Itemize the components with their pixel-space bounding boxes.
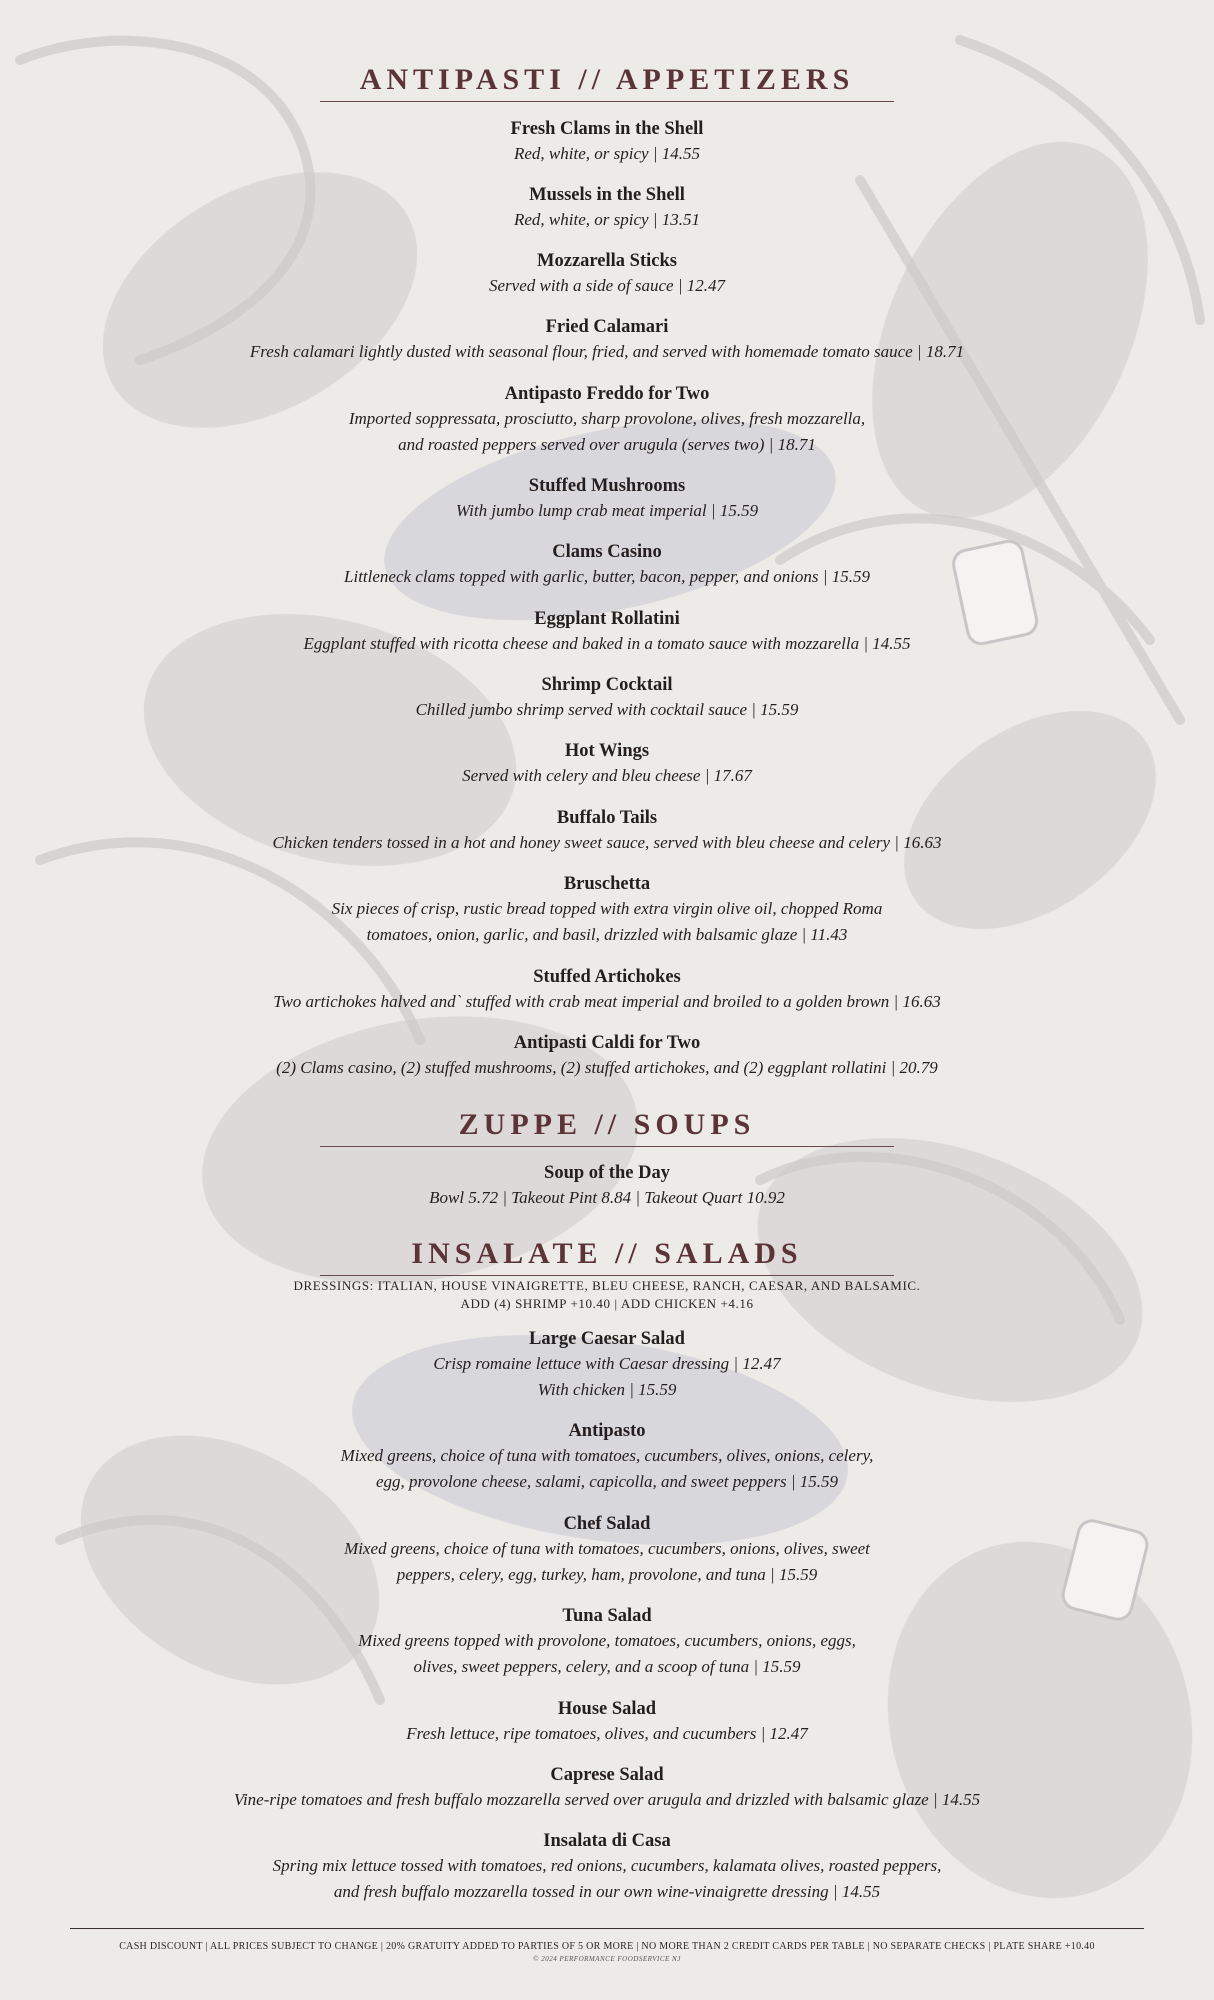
item-description: Six pieces of crisp, rustic bread topped with extra virgin olive oil, chopped Roma tomatoes, onion, garlic, and basil, drizzled with balsamic glaze | 11.43 [331, 899, 883, 944]
menu-item-mussels [120, 183, 1094, 233]
item-name: Hot Wings [564, 741, 650, 761]
menu-item-chef-salad [120, 1512, 1094, 1588]
soups-section-header [320, 1106, 894, 1147]
item-description: (2) Clams casino, (2) stuffed mushrooms, (2) stuffed artichokes, and (2) eggplant rollatini | 20.79 [276, 1058, 938, 1077]
menu-item-antipasto-salad [120, 1419, 1094, 1495]
menu-item-insalata-di-casa [120, 1829, 1094, 1905]
item-name: Chef Salad [563, 1514, 651, 1534]
menu-item-tuna-salad [120, 1604, 1094, 1680]
item-name: Antipasti Caldi for Two [513, 1033, 701, 1053]
item-description: Two artichokes halved and` stuffed with crab meat imperial and broiled to a golden brown | 16.63 [273, 992, 941, 1011]
dressings-list: DRESSINGS: ITALIAN, HOUSE VINAIGRETTE, BLEU CHEESE, RANCH, CAESAR, AND BALSAMIC. [293, 1278, 921, 1293]
item-description: With jumbo lump crab meat imperial | 15.59 [455, 501, 759, 520]
item-name: Eggplant Rollatini [534, 609, 680, 629]
item-description: Chicken tenders tossed in a hot and honey sweet sauce, served with bleu cheese and celery | 16.63 [272, 833, 942, 852]
appetizers-section-title: ANTIPASTI // APPETIZERS [359, 63, 855, 96]
menu-item-soup-of-the-day [120, 1161, 1094, 1211]
menu-item-caprese-salad [120, 1763, 1094, 1813]
menu-item-fresh-clams [120, 117, 1094, 167]
menu-item-mozzarella-sticks [120, 249, 1094, 299]
item-description: Chilled jumbo shrimp served with cocktail sauce | 15.59 [415, 700, 799, 719]
item-description: Crisp romaine lettuce with Caesar dressing | 12.47 With chicken | 15.59 [433, 1354, 781, 1399]
menu-item-house-salad [120, 1697, 1094, 1747]
item-name: Stuffed Artichokes [533, 967, 681, 987]
item-name: Shrimp Cocktail [541, 675, 673, 695]
item-name: Insalata di Casa [543, 1831, 671, 1851]
menu-item-shrimp-cocktail [120, 673, 1094, 723]
menu-item-clams-casino [120, 540, 1094, 590]
item-name: Large Caesar Salad [529, 1329, 685, 1349]
item-name: Fried Calamari [545, 317, 669, 337]
footer-credit: © 2024 PERFORMANCE FOODSERVICE NJ [533, 1955, 681, 1963]
item-description: Littleneck clams topped with garlic, butter, bacon, pepper, and onions | 15.59 [344, 567, 870, 586]
section-divider [320, 1275, 894, 1276]
menu-item-stuffed-mushrooms [120, 474, 1094, 524]
item-name: Buffalo Tails [556, 808, 658, 828]
item-description: Eggplant stuffed with ricotta cheese and baked in a tomato sauce with mozzarella | 14.55 [303, 634, 911, 653]
item-name: Bruschetta [563, 874, 651, 894]
soups-section-title: ZUPPE // SOUPS [458, 1108, 756, 1141]
salads-section-title: INSALATE // SALADS [411, 1237, 803, 1270]
item-name: Antipasto Freddo for Two [504, 384, 710, 404]
menu-item-hot-wings [120, 739, 1094, 789]
item-name: Clams Casino [552, 542, 662, 562]
item-description: Vine-ripe tomatoes and fresh buffalo mozzarella served over arugula and drizzled with balsamic glaze | 14.55 [233, 1790, 981, 1809]
menu-item-bruschetta [120, 872, 1094, 948]
item-name: Fresh Clams in the Shell [510, 119, 704, 139]
item-description: Bowl 5.72 | Takeout Pint 8.84 | Takeout Quart 10.92 [429, 1188, 785, 1207]
item-name: Tuna Salad [562, 1606, 652, 1626]
item-description: Fresh lettuce, ripe tomatoes, olives, and cucumbers | 12.47 [406, 1724, 808, 1743]
item-name: Soup of the Day [544, 1163, 670, 1183]
appetizers-section-header [320, 61, 894, 102]
item-description: Mixed greens, choice of tuna with tomatoes, cucumbers, olives, onions, celery, egg, provolone cheese, salami, capicolla, and sweet peppers | 15.59 [340, 1446, 874, 1491]
section-divider [320, 101, 894, 102]
item-description: Mixed greens topped with provolone, tomatoes, cucumbers, onions, eggs, olives, sweet peppers, celery, and a scoop of tuna | 15.59 [358, 1631, 856, 1676]
item-name: House Salad [557, 1699, 657, 1719]
menu-item-antipasti-caldi [120, 1031, 1094, 1081]
item-description: Mixed greens, choice of tuna with tomatoes, cucumbers, onions, olives, sweet peppers, celery, egg, turkey, ham, provolone, and tuna | 15.59 [344, 1539, 870, 1584]
item-description: Red, white, or spicy | 14.55 [514, 144, 700, 163]
item-description: Fresh calamari lightly dusted with seasonal flour, fried, and served with homemade tomato sauce | 18.71 [249, 342, 965, 361]
item-name: Mozzarella Sticks [537, 251, 677, 271]
item-name: Mussels in the Shell [529, 185, 685, 205]
menu-item-eggplant-rollatini [120, 607, 1094, 657]
section-divider [320, 1146, 894, 1147]
item-name: Antipasto [568, 1421, 646, 1441]
item-name: Caprese Salad [550, 1765, 664, 1785]
footer-divider [70, 1928, 1144, 1929]
item-description: Red, white, or spicy | 13.51 [514, 210, 700, 229]
menu-item-stuffed-artichokes [120, 965, 1094, 1015]
salad-addons: ADD (4) SHRIMP +10.40 | ADD CHICKEN +4.16 [460, 1296, 754, 1311]
menu-item-large-caesar-salad [120, 1327, 1094, 1403]
item-description: Imported soppressata, prosciutto, sharp provolone, olives, fresh mozzarella, and roasted peppers served over arugula (serves two) | 18.71 [348, 409, 866, 454]
salads-section-header [320, 1235, 894, 1276]
menu-item-antipasto-freddo [120, 382, 1094, 458]
item-description: Spring mix lettuce tossed with tomatoes, red onions, cucumbers, kalamata olives, roasted peppers, and fresh buffalo mozzarella tossed in our own wine-vinaigrette dressing | 14.55 [272, 1856, 942, 1901]
item-description: Served with celery and bleu cheese | 17.67 [462, 766, 752, 785]
item-description: Served with a side of sauce | 12.47 [488, 276, 726, 295]
dressings-note [120, 1277, 1094, 1313]
menu-item-buffalo-tails [120, 806, 1094, 856]
item-name: Stuffed Mushrooms [528, 476, 686, 496]
footer-policies: CASH DISCOUNT | ALL PRICES SUBJECT TO CHANGE | 20% GRATUITY ADDED TO PARTIES OF 5 OR MORE | NO MORE THAN 2 CREDIT CARDS PER TABLE | NO SEPARATE CHECKS | PLATE SHARE +10.40 [119, 1941, 1095, 1952]
menu-item-fried-calamari [120, 315, 1094, 365]
